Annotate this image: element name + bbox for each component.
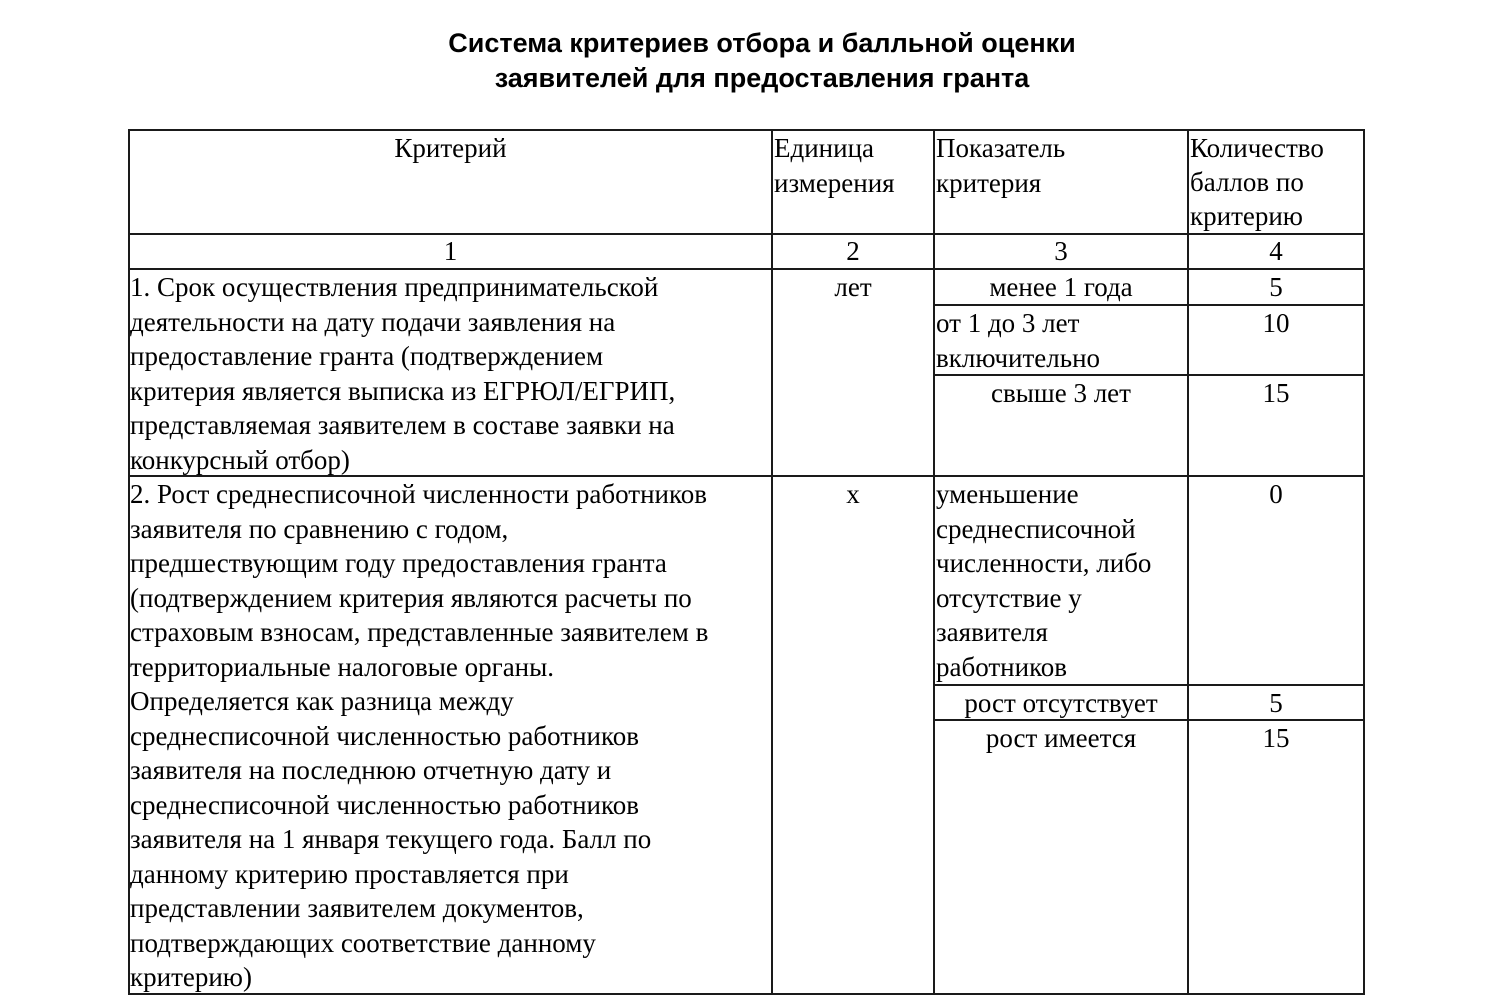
row2-points-1: 0 [1269, 479, 1283, 509]
criterion-text-line: (подтверждением критерия являются расчеты по [130, 582, 692, 613]
indicator-text-line: заявителя [936, 617, 1048, 647]
header-unit-line: измерения [774, 167, 895, 198]
column-number-3: 3 [1054, 236, 1068, 266]
criterion-text-line: 2. Рост среднесписочной численности работников [130, 479, 707, 509]
criterion-text-line: Определяется как разница между [130, 686, 514, 716]
criterion-text-line: 1. Срок осуществления предпринимательской [130, 272, 659, 302]
criterion-text-line: предоставление гранта (подтверждением [130, 341, 604, 371]
header-points [1189, 131, 1363, 233]
criterion-text-line: представлении заявителем документов, [130, 893, 584, 923]
row2-indicator-2: рост отсутствует [964, 688, 1158, 718]
row1-points-3: 15 [1262, 378, 1290, 408]
criteria-table [128, 129, 1365, 995]
criterion-text-line: критерия является выписка из ЕГРЮЛ/ЕГРИП, [130, 375, 676, 406]
header-indicator [935, 131, 1187, 200]
row2-points-3: 15 [1262, 723, 1290, 753]
criterion-text-line: представляемая заявителем в составе заявки на [130, 410, 675, 440]
row2-unit: х [846, 479, 860, 509]
row2-points-2: 5 [1269, 688, 1283, 718]
row2-criterion [129, 477, 771, 995]
indicator-text-line: численности, либо [936, 548, 1152, 578]
row2-indicator-1 [935, 477, 1187, 684]
row2-indicator-3: рост имеется [985, 723, 1137, 753]
row1-points-1: 5 [1269, 272, 1283, 302]
header-indicator-line: Показатель [936, 133, 1066, 163]
column-number-2: 2 [846, 236, 860, 266]
criterion-text-line: заявителя на последнюю отчетную дату и [130, 755, 612, 785]
indicator-text-line: включительно [936, 342, 1101, 373]
column-number-4: 4 [1269, 236, 1283, 266]
criterion-text-line: среднесписочной численностью работников [130, 720, 639, 751]
criterion-text-line: среднесписочной численностью работников [130, 789, 639, 820]
criterion-text-line: критерию) [130, 962, 252, 992]
row1-indicator-2 [935, 306, 1187, 375]
criterion-text-line: конкурсный отбор) [130, 444, 350, 475]
title-line-1: Система критериев отбора и балльной оценки [448, 28, 1076, 58]
indicator-text-line: среднесписочной [936, 513, 1136, 544]
criterion-text-line: территориальные налоговые органы. [130, 651, 555, 682]
criterion-text-line: страховым взносам, представленные заявителем в [130, 617, 709, 647]
indicator-text-line: уменьшение [936, 479, 1079, 509]
header-unit [773, 131, 933, 200]
criterion-text-line: заявителя по сравнению с годом, [130, 513, 509, 544]
header-points-line: баллов по [1190, 167, 1304, 197]
row1-criterion [129, 270, 771, 477]
criterion-text-line: данному критерию проставляется при [130, 858, 569, 889]
document-title [0, 26, 1500, 96]
header-indicator-line: критерия [936, 167, 1042, 198]
criterion-text-line: подтверждающих соответствие данному [130, 927, 596, 958]
row1-points-2: 10 [1262, 308, 1290, 338]
title-line-2: заявителей для предоставления гранта [494, 63, 1030, 93]
criterion-text-line: заявителя на 1 января текущего года. Балл по [130, 824, 652, 854]
header-unit-line: Единица [774, 133, 875, 163]
indicator-text-line: отсутствие у [936, 582, 1082, 613]
column-number-1: 1 [443, 236, 458, 266]
criterion-text-line: предшествующим году предоставления гранта [130, 548, 667, 578]
row1-indicator-1: менее 1 года [989, 272, 1133, 302]
criterion-text-line: деятельности на дату подачи заявления на [130, 306, 616, 337]
row1-unit: лет [834, 272, 872, 302]
indicator-text-line: работников [936, 651, 1068, 682]
table-border-right [1363, 129, 1365, 995]
indicator-text-line: от 1 до 3 лет [936, 308, 1080, 338]
header-criterion: Критерий [394, 133, 507, 163]
header-points-line: Количество [1190, 133, 1324, 163]
header-points-line: критерию [1190, 201, 1303, 231]
row1-indicator-3: свыше 3 лет [991, 378, 1131, 408]
